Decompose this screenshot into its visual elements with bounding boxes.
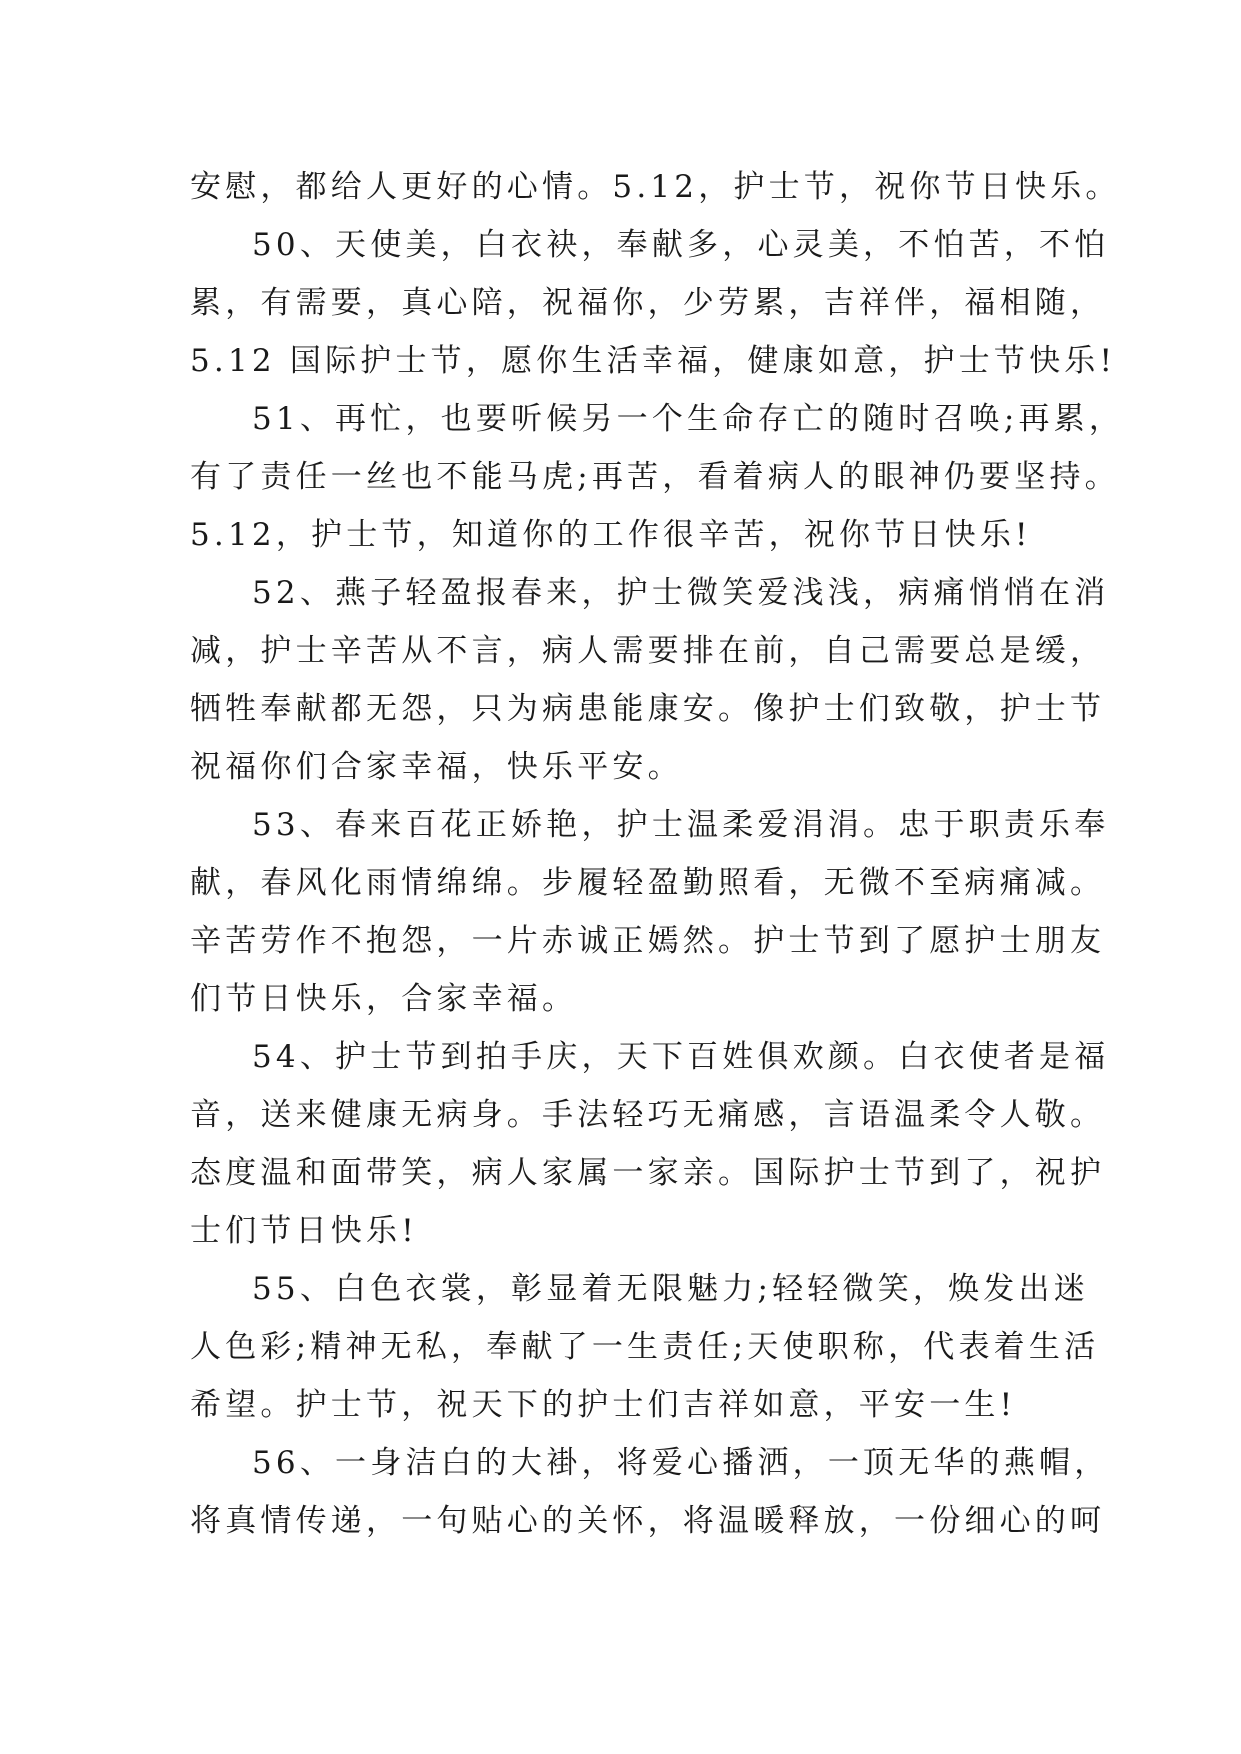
text-line: 50、天使美，白衣袂，奉献多，心灵美，不怕苦，不怕 (252, 227, 1110, 263)
text-line: 们节日快乐，合家幸福。 (190, 981, 578, 1017)
text-line: 52、燕子轻盈报春来，护士微笑爱浅浅，病痛悄悄在消 (252, 575, 1110, 611)
text-line: 有了责任一丝也不能马虎;再苦，看着病人的眼神仍要坚持。 (190, 459, 1120, 495)
text-line: 态度温和面带笑，病人家属一家亲。国际护士节到了，祝护 (190, 1155, 1106, 1191)
text-line: 人色彩;精神无私，奉献了一生责任;天使职称，代表着生活 (190, 1329, 1100, 1365)
text-line: 安慰，都给人更好的心情。5.12，护士节，祝你节日快乐。 (190, 169, 1121, 205)
text-line: 51、再忙，也要听候另一个生命存亡的随时召唤;再累， (252, 401, 1125, 437)
text-line: 5.12，护士节，知道你的工作很辛苦，祝你节日快乐! (190, 517, 1032, 553)
text-line: 55、白色衣裳，彰显着无限魅力;轻轻微笑，焕发出迷 (252, 1271, 1089, 1307)
text-line: 牺牲奉献都无怨，只为病患能康安。像护士们致敬，护士节 (190, 691, 1106, 727)
text-line: 士们节日快乐! (190, 1213, 418, 1249)
text-line: 减，护士辛苦从不言，病人需要排在前，自己需要总是缓， (190, 633, 1106, 669)
text-line: 辛苦劳作不抱怨，一片赤诚正嫣然。护士节到了愿护士朋友 (190, 923, 1106, 959)
text-line: 53、春来百花正娇艳，护士温柔爱涓涓。忠于职责乐奉 (252, 807, 1110, 843)
text-line: 将真情传递，一句贴心的关怀，将温暖释放，一份细心的呵 (190, 1503, 1106, 1539)
text-line: 累，有需要，真心陪，祝福你，少劳累，吉祥伴，福相随， (190, 285, 1106, 321)
text-line: 56、一身洁白的大褂，将爱心播洒，一顶无华的燕帽， (252, 1445, 1110, 1481)
text-line: 5.12 国际护士节，愿你生活幸福，健康如意，护士节快乐! (190, 343, 1117, 379)
text-line: 祝福你们合家幸福，快乐平安。 (190, 749, 683, 785)
text-line: 54、护士节到拍手庆，天下百姓俱欢颜。白衣使者是福 (252, 1039, 1110, 1075)
text-line: 献，春风化雨情绵绵。步履轻盈勤照看，无微不至病痛减。 (190, 865, 1106, 901)
text-line: 音，送来健康无病身。手法轻巧无痛感，言语温柔令人敬。 (190, 1097, 1106, 1133)
text-line: 希望。护士节，祝天下的护士们吉祥如意，平安一生! (190, 1387, 1017, 1423)
